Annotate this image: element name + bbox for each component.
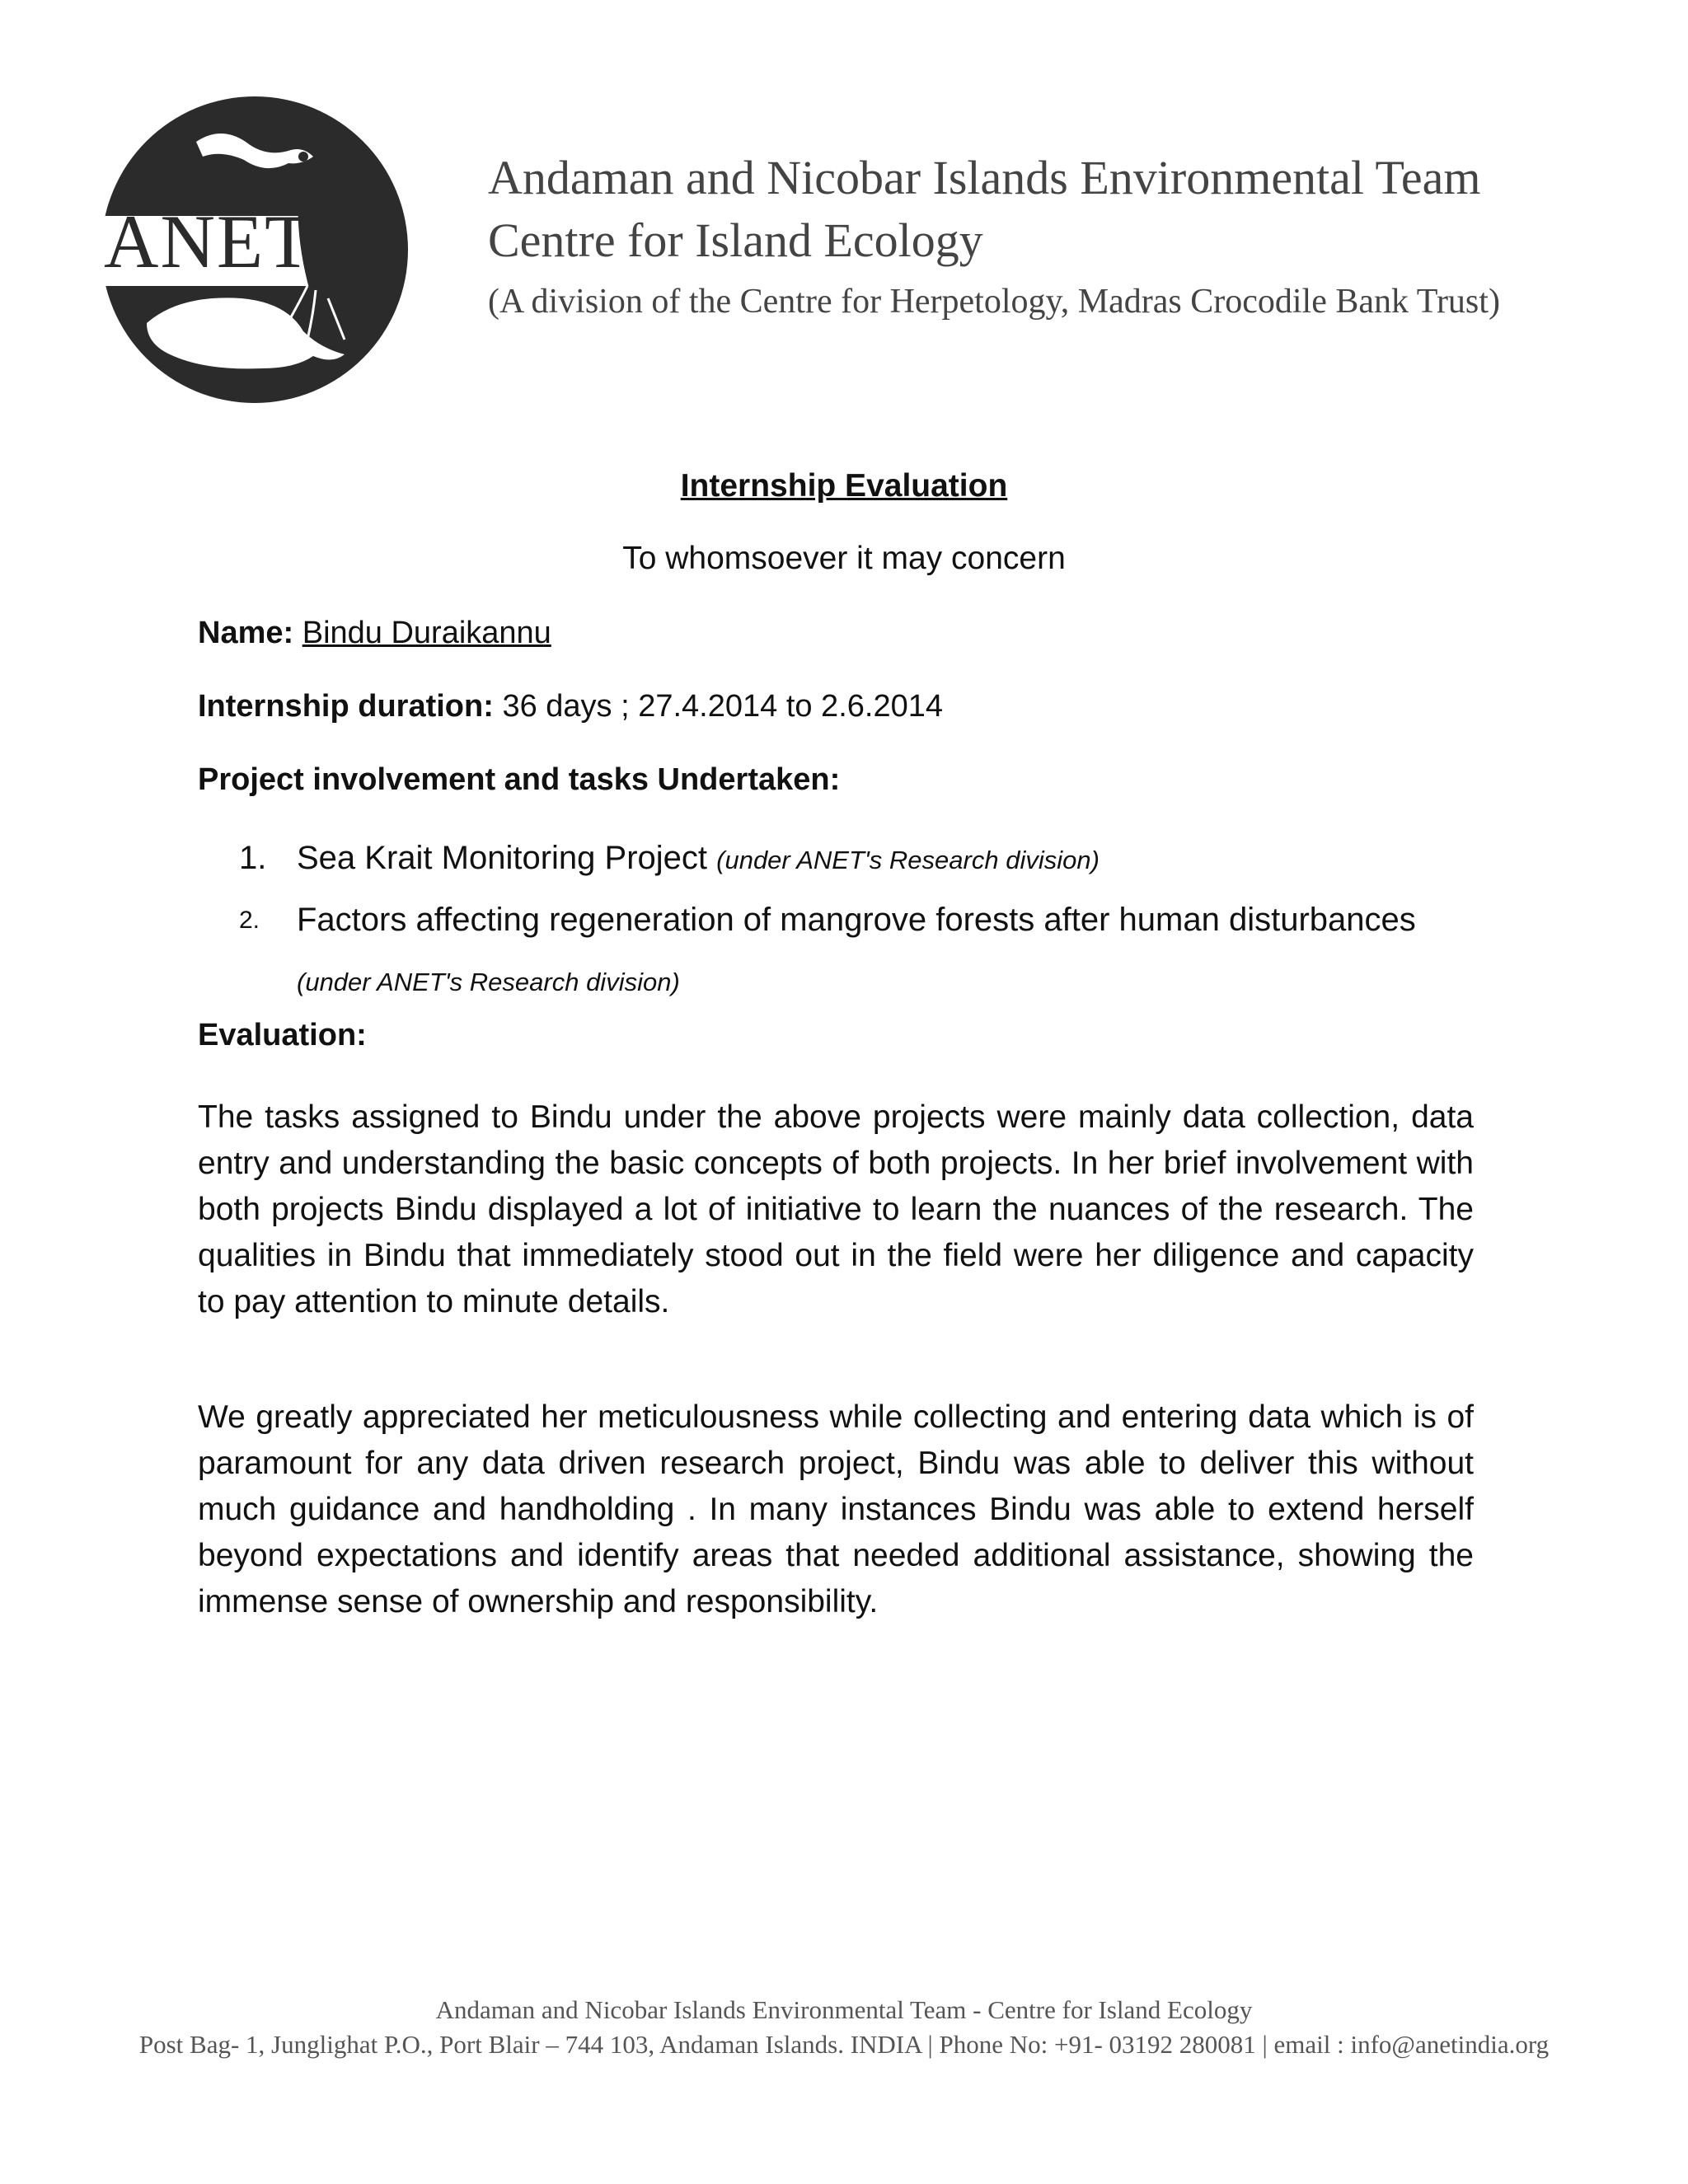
name-label: Name: xyxy=(198,616,294,650)
salutation: To whomsoever it may concern xyxy=(622,541,1066,576)
list-item-number: 1. xyxy=(239,840,267,876)
evaluation-paragraph-2: We greatly appreciated her meticulousness while collecting and entering data which is of paramount for any data driven research project, Bindu was able to deliver this without much guidance and handholding . In many instances Bindu was able to extend herself beyond expectations and identify areas that needed additional assistance, showing the immense sense of ownership and responsibility. xyxy=(198,1399,1474,1619)
duration-field xyxy=(198,689,943,724)
project-note: (under ANET's Research division) xyxy=(716,846,1100,874)
project-title: Sea Krait Monitoring Project xyxy=(297,840,708,876)
duration-label: Internship duration: xyxy=(198,689,494,724)
list-item-number: 2. xyxy=(239,907,260,934)
anet-logo xyxy=(97,92,412,407)
list-item xyxy=(239,890,1475,1012)
list-item xyxy=(239,828,1475,890)
org-division: (A division of the Centre for Herpetology, Madras Crocodile Bank Trust) xyxy=(488,283,1500,321)
footer-address: Post Bag- 1, Junglighat P.O., Port Blair – 744 103, Andaman Islands. INDIA | Phone No: +91- 03192 280081 | email : info@anetindia.org xyxy=(138,2030,1550,2059)
project-title: Factors affecting regeneration of mangrove forests after human disturbances xyxy=(297,902,1416,938)
project-note: (under ANET's Research division) xyxy=(297,968,680,996)
evaluation-paragraph-1: The tasks assigned to Bindu under the above projects were mainly data collection, data entry and understanding the basic concepts of both projects. In her brief involvement with both projects Bindu displayed a lot of initiative to learn the nuances of the research. The qualities in Bindu that immediately stood out in the field were her diligence and capacity to pay attention to minute details. xyxy=(198,1099,1474,1319)
evaluation-heading-text: Evaluation: xyxy=(198,1018,367,1052)
duration-value: 36 days ; 27.4.2014 to 2.6.2014 xyxy=(502,689,943,724)
organization-header xyxy=(488,147,1500,331)
page-title: Internship Evaluation xyxy=(680,468,1008,504)
footer-org: Andaman and Nicobar Islands Environmental Team - Centre for Island Ecology xyxy=(435,1995,1253,2024)
name-field xyxy=(198,616,551,651)
evaluation-heading xyxy=(198,1018,367,1053)
projects-heading xyxy=(198,762,840,798)
logo-text: ANET xyxy=(104,199,313,284)
name-value: Bindu Duraikannu xyxy=(302,616,551,650)
footer xyxy=(0,1993,1688,2062)
org-name: Andaman and Nicobar Islands Environmental Team xyxy=(488,151,1481,204)
org-subtitle: Centre for Island Ecology xyxy=(488,213,983,267)
projects-heading-text: Project involvement and tasks Undertaken: xyxy=(198,762,841,797)
projects-list xyxy=(239,828,1475,1012)
